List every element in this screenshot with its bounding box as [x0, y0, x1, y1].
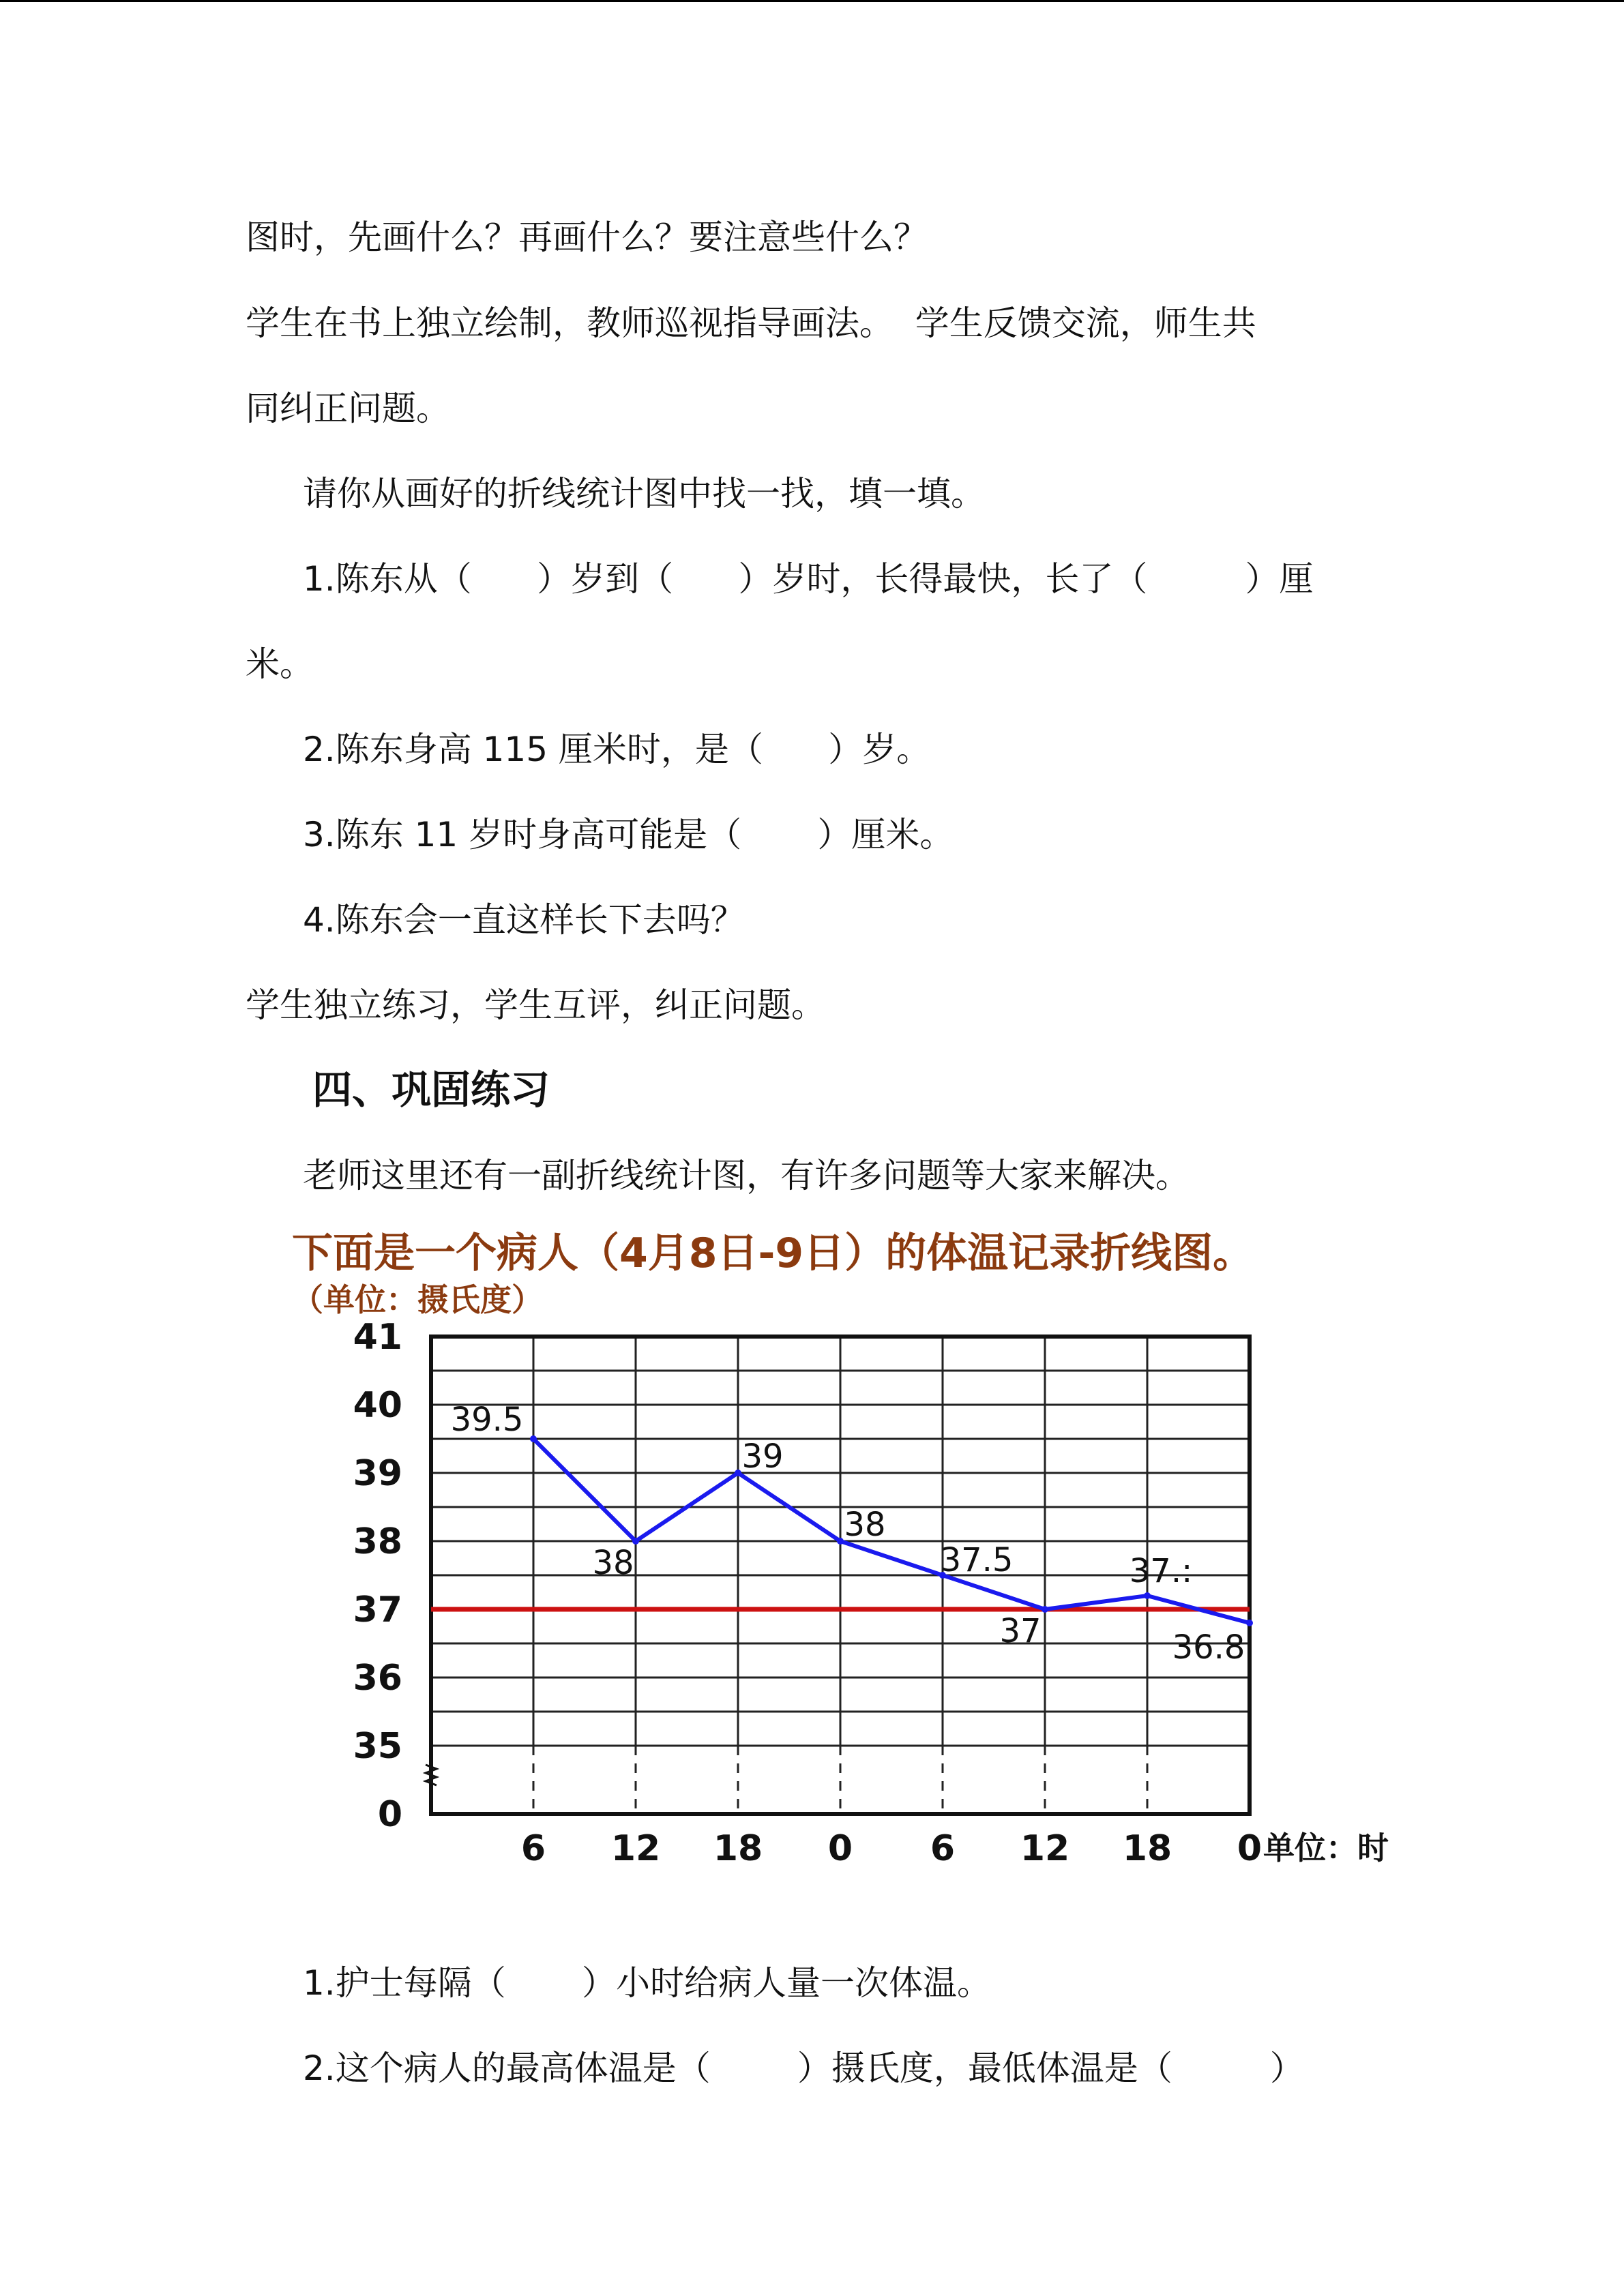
y-tick-label: 41 — [353, 1317, 402, 1358]
question-4: 4.陈东会一直这样长下去吗？ — [303, 900, 745, 940]
data-point — [1144, 1592, 1151, 1599]
point-value-label: 37 — [999, 1612, 1042, 1650]
y-tick-label: 0 — [377, 1794, 402, 1835]
x-tick-label: 18 — [713, 1828, 763, 1869]
x-tick-label: 6 — [520, 1828, 546, 1869]
x-axis-unit-label: 单位：时 — [1263, 1830, 1389, 1866]
y-tick-label: 40 — [353, 1385, 402, 1426]
paragraph-line: 老师这里还有一副折线统计图，有许多问题等大家来解决。 — [303, 1156, 1190, 1195]
y-tick-label: 38 — [353, 1521, 402, 1562]
x-tick-label: 0 — [1237, 1828, 1263, 1869]
y-tick-label: 36 — [353, 1658, 402, 1699]
paragraph-line: 学生在书上独立绘制，教师巡视指导画法。 学生反馈交流，师生共 — [246, 303, 1256, 343]
chart-title: 下面是一个病人（4月8日-9日）的体温记录折线图。 — [292, 1229, 1254, 1277]
paragraph-line: 学生独立练习，学生互评，纠正问题。 — [246, 985, 825, 1025]
question-1-continuation: 米。 — [246, 644, 314, 684]
question-2: 2.陈东身高 115 厘米时，是（ ）岁。 — [303, 730, 931, 769]
data-point — [1246, 1620, 1253, 1626]
question-1-line: 1.陈东从（ ）岁到（ ）岁时，长得最快，长了（ ）厘 — [303, 559, 1314, 599]
chart-grid — [426, 1337, 1250, 1814]
bottom-question-1: 1.护士每隔（ ）小时给病人量一次体温。 — [303, 1963, 991, 2003]
labels-group — [353, 1317, 1262, 1869]
x-tick-label: 18 — [1122, 1828, 1172, 1869]
y-tick-label: 37 — [353, 1590, 402, 1630]
data-point — [1042, 1606, 1048, 1613]
paragraph-line: 同纠正问题。 — [246, 389, 450, 428]
paragraph-line: 图时，先画什么？再画什么？要注意些什么？ — [246, 218, 928, 257]
x-tick-label: 12 — [610, 1828, 661, 1869]
point-value-label: 39 — [741, 1437, 784, 1476]
series-group — [530, 1435, 1253, 1626]
point-value-label: 36.8 — [1172, 1628, 1245, 1667]
data-point — [735, 1470, 741, 1476]
y-tick-label: 39 — [353, 1453, 402, 1494]
temperature-series-line — [533, 1439, 1250, 1623]
axis-break-icon — [426, 1765, 437, 1785]
bottom-question-2: 2.这个病人的最高体温是（ ）摄氏度，最低体温是（ ） — [303, 2048, 1304, 2088]
section-heading: 四、巩固练习 — [312, 1067, 550, 1113]
x-tick-label: 12 — [1020, 1828, 1070, 1869]
chart-subtitle: （单位：摄氏度） — [292, 1281, 543, 1318]
point-value-label: 38 — [844, 1506, 886, 1544]
y-tick-label: 35 — [353, 1726, 402, 1767]
point-value-label: 37.: — [1129, 1552, 1193, 1590]
paragraph-line: 请你从画好的折线统计图中找一找，填一填。 — [303, 474, 985, 513]
point-value-label: 38 — [592, 1544, 634, 1582]
point-value-label: 39.5 — [450, 1401, 524, 1439]
x-tick-label: 6 — [930, 1828, 956, 1869]
point-value-label: 37.5 — [940, 1541, 1014, 1579]
x-tick-label: 0 — [827, 1828, 853, 1869]
question-3: 3.陈东 11 岁时身高可能是（ ）厘米。 — [303, 815, 954, 854]
data-point — [530, 1435, 537, 1442]
data-point — [837, 1538, 844, 1545]
